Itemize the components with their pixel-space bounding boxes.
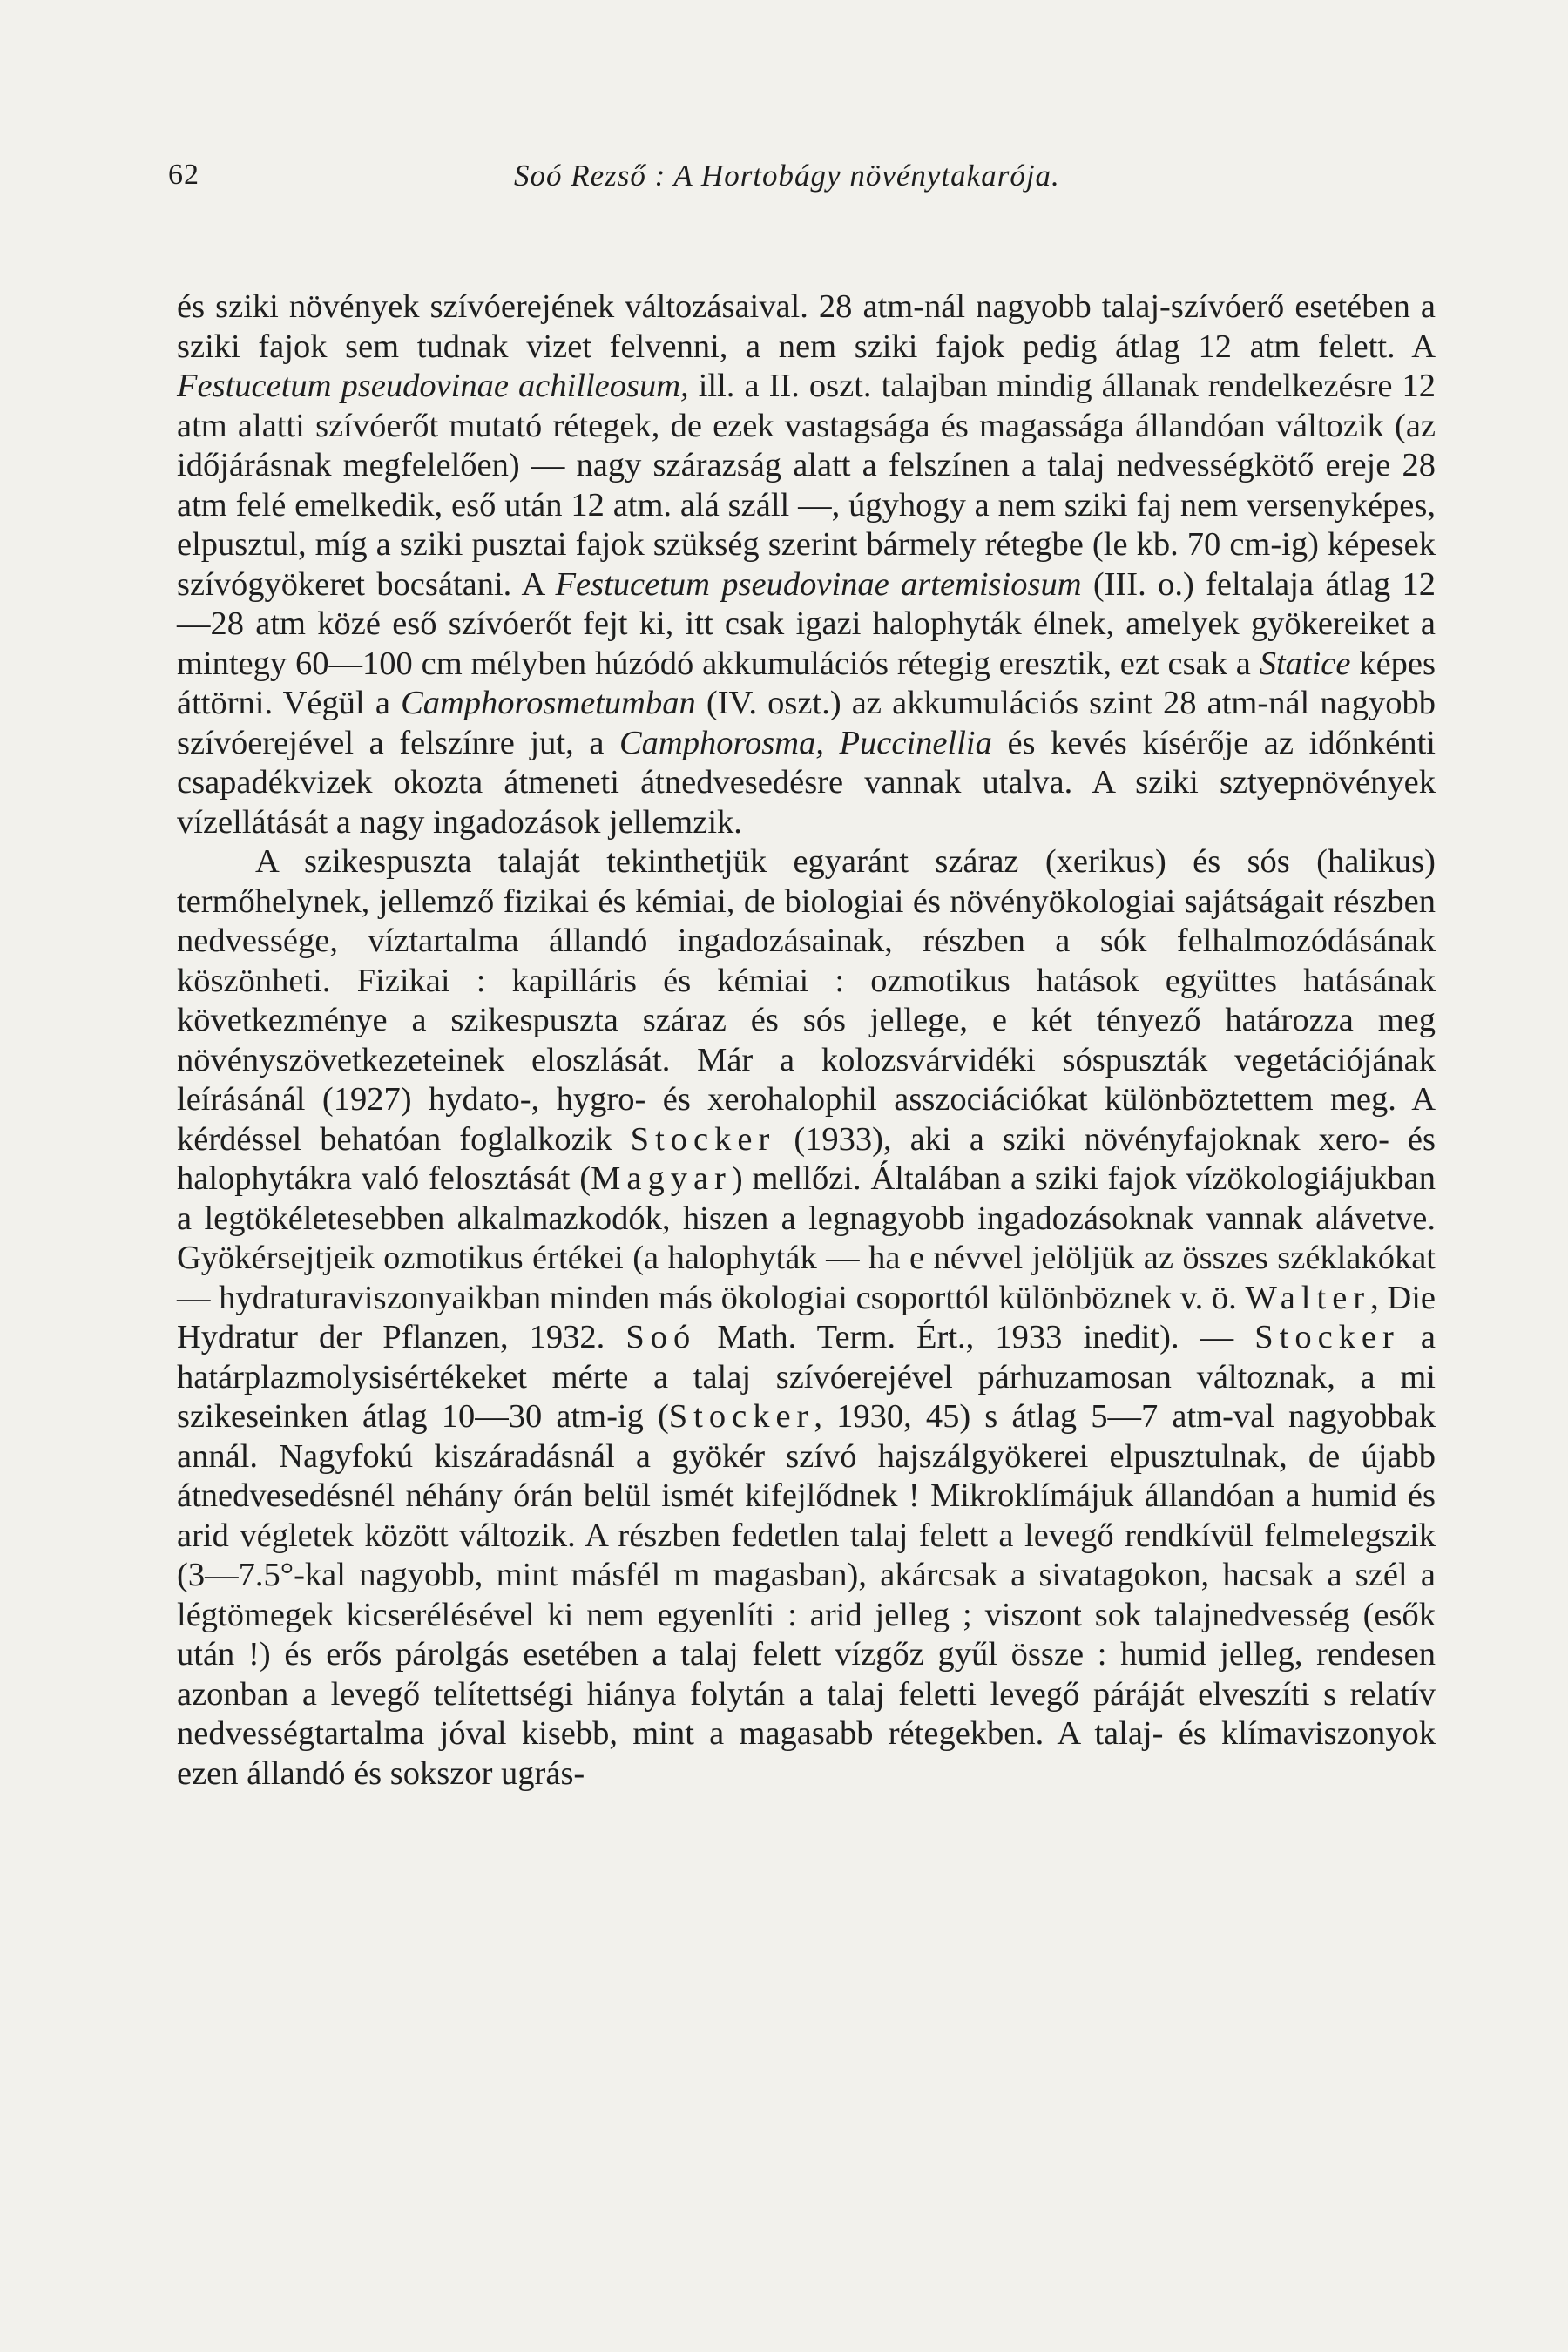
page-number: 62 — [168, 159, 199, 191]
text-run: és sziki növények szívóerejének változásaival. 28 atm-nál nagyobb talaj-szívóerő esetében a sziki fajok sem tudnak vizet felvenni, a nem sziki fajok pedig átlag 12 atm felett. A — [177, 288, 1436, 365]
paragraph — [177, 287, 1436, 842]
running-title: Soó Rezső : A Hortobágy növénytakarója. — [514, 159, 1060, 193]
author-name: Stocker — [1254, 1319, 1400, 1355]
author-name: Magyar — [591, 1160, 732, 1197]
paragraph — [177, 842, 1436, 1794]
author-name: Walter — [1245, 1279, 1371, 1316]
text-run: (III. o.) feltalaja átlag 12—28 atm közé eső szívóerőt fejt ki, itt csak igazi halophyták élnek, amelyek gyökereiket a mintegy 60—100 cm mélyben húzódó akkumulációs rétegig eresztik, ezt csak a — [177, 565, 1436, 682]
italic-term: Camphorosmetumban — [401, 685, 696, 721]
text-run: , Die Hydratur der Pflanzen, 1932. — [177, 1279, 1436, 1355]
text-run: (1933), aki a sziki növényfajoknak xero- és halophytákra való felosztását ( — [177, 1120, 1436, 1197]
italic-term: Statice — [1259, 645, 1351, 682]
italic-term: Festucetum pseudovinae artemisiosum — [555, 565, 1082, 603]
text-run: és kevés kísérője az időnkénti csapadékvizek okozta átmeneti átnedvesedésre vannak utalva. A sziki sztyepnövények vízellátását a nagy ingadozások jellemzik. — [177, 724, 1436, 841]
text-run: Math. Term. Ért., 1933 inedit). — — [696, 1319, 1255, 1355]
italic-term: Camphorosma, Puccinellia — [619, 724, 992, 761]
text-run: A szikespuszta talaját tekinthetjük egyaránt száraz (xerikus) és sós (halikus) termőhelynek, jellemző fizikai és kémiai, de biologiai és növényökologiai sajátságait részben nedvessége, víztartalma állandó ingadozásainak, részben a sók felhalmozódásának köszönheti. Fizikai : kapilláris és kémiai : ozmotikus hatások együttes hatásának következménye a szikespuszta száraz és sós jellege, e két tényező határozza meg növényszövetkezeteinek eloszlását. Már a kolozsvárvidéki sóspuszták vegetációjának leírásánál (1927) hydato-, hygro- és xerohalophil asszociációkat különböztettem meg. A kérdéssel behatóan foglalkozik — [177, 843, 1436, 1158]
text-run: ill. a II. oszt. talajban mindig állanak rendelkezésre 12 atm alatti szívóerőt mutató rétegek, de ezek vastagsága és magassága állandóan változik (az időjárásnak megfelelően) — nagy szárazság alatt a felszínen a talaj nedvességkötő ereje 28 atm felé emelkedik, eső után 12 atm. alá száll —, úgyhogy a nem sziki faj nem versenyképes, elpusztul, míg a sziki pusztai fajok szükség szerint bármely rétegbe (le kb. 70 cm-ig) képesek szívógyökeret bocsátani. A — [177, 368, 1436, 603]
page-header — [0, 159, 1568, 211]
text-run: képes áttörni. Végül a — [177, 645, 1436, 721]
italic-term: Festucetum pseudovinae achilleosum, — [177, 368, 689, 404]
author-name: Stocker — [630, 1120, 776, 1158]
author-name: Soó — [625, 1319, 697, 1355]
text-run: ) mellőzi. Általában a sziki fajok vízökologiájukban a legtökéletesebben alkalmazkodók, hiszen a legnagyobb ingadozásoknak vannak alávetve. Gyökérsejtjeik ozmotikus értékei (a halophyták — ha e névvel jelöljük az összes széklakókat — hydraturaviszonyaikban minden más ökologiai csoporttól különböznek v. ö. — [177, 1160, 1436, 1316]
text-run: a határplazmolysisértékeket mérte a talaj szívóerejével párhuzamosan változnak, a mi szikeseinken átlag 10—30 atm-ig ( — [177, 1319, 1436, 1435]
text-run: (IV. oszt.) az akkumulációs szint 28 atm-nál nagyobb szívóerejével a felszínre jut, a — [177, 685, 1436, 761]
author-name: Stocker — [668, 1398, 814, 1435]
body-text — [177, 287, 1436, 1794]
text-run: , 1930, 45) s átlag 5—7 atm-val nagyobbak annál. Nagyfokú kiszáradásnál a gyökér szívó hajszálgyökerei elpusztulnak, de újabb átnedvesedésnél néhány órán belül ismét kifejlődnek ! Mikroklímájuk állandóan a humid és arid végletek között változik. A részben fedetlen talaj felett a levegő rendkívül felmelegszik (3—7.5°-kal nagyobb, mint másfél m magasban), akárcsak a sivatagokon, hacsak a szél a légtömegek kicserélésével ki nem egyenlíti : arid jelleg ; viszont sok talajnedvesség (esők után !) és erős párolgás esetében a talaj felett vízgőz gyűl össze : humid jelleg, rendesen azonban a levegő telítettségi hiánya folytán a talaj feletti levegő páráját elveszíti s relatív nedvességtartalma jóval kisebb, mint a magasabb rétegekben. A talaj- és klímaviszonyok ezen állandó és sokszor ugrás- — [177, 1398, 1436, 1792]
